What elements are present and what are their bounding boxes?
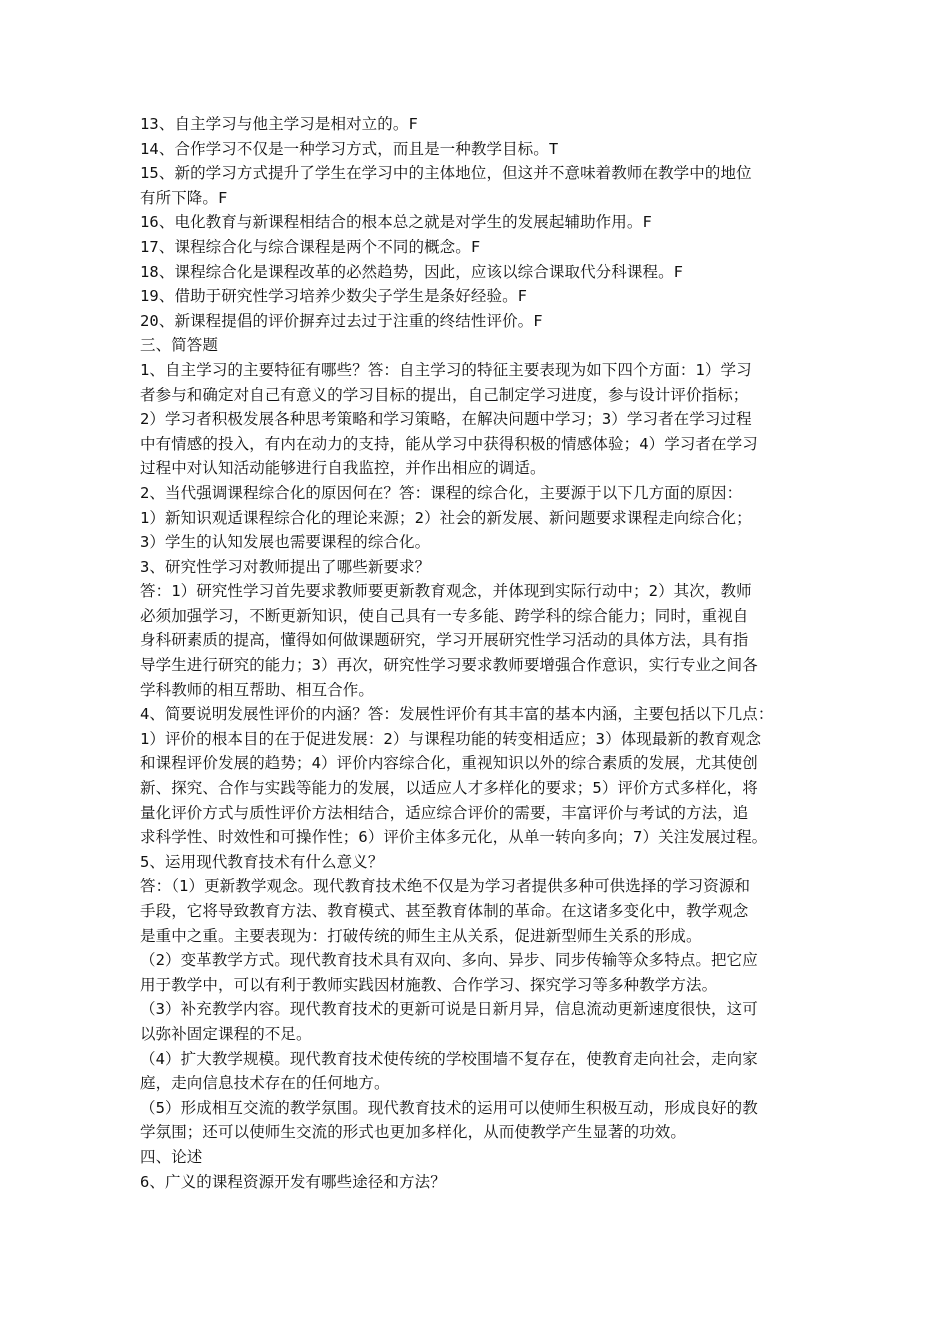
- text-line: 20、新课程提倡的评价摒弃过去过于注重的终结性评价。F: [140, 311, 543, 330]
- text-line: 18、课程综合化是课程改革的必然趋势，因此，应该以综合课取代分科课程。F: [140, 262, 684, 281]
- text-line: 中有情感的投入，有内在动力的支持，能从学习中获得积极的情感体验；4）学习者在学习: [140, 434, 758, 453]
- text-line: 新、探究、合作与实践等能力的发展，以适应人才多样化的要求；5）评价方式多样化，将: [140, 779, 758, 798]
- text-line: 以弥补固定课程的不足。: [140, 1024, 312, 1043]
- text-line: （3）补充教学内容。现代教育技术的更新可说是日新月异，信息流动更新速度很快，这可: [140, 1000, 758, 1019]
- text-line: 手段，它将导致教育方法、教育模式、甚至教育体制的革命。在这诸多变化中，教学观念: [140, 902, 749, 920]
- text-line: 1、自主学习的主要特征有哪些？答：自主学习的特征主要表现为如下四个方面：1）学习: [140, 360, 752, 379]
- document-body: [140, 112, 820, 1194]
- text-line: 14、合作学习不仅是一种学习方式，而且是一种教学目标。T: [140, 139, 559, 158]
- text-line: 有所下降。F: [140, 188, 228, 207]
- text-line: 1）新知识观适课程综合化的理论来源；2）社会的新发展、新问题要求课程走向综合化；: [140, 508, 752, 527]
- text-line: 用于教学中，可以有利于教师实践因材施教、合作学习、探究学习等多种教学方法。: [140, 975, 718, 994]
- text-line: 学氛围；还可以使师生交流的形式也更加多样化，从而使教学产生显著的功效。: [140, 1123, 687, 1142]
- text-line: 者参与和确定对自己有意义的学习目标的提出，自己制定学习进度，参与设计评价指标；: [140, 385, 749, 404]
- text-line: 必须加强学习，不断更新知识，使自己具有一专多能、跨学科的综合能力；同时，重视自: [140, 606, 749, 625]
- text-line: 和课程评价发展的趋势；4）评价内容综合化，重视知识以外的综合素质的发展，尤其使创: [140, 754, 758, 773]
- text-line: 15、新的学习方式提升了学生在学习中的主体地位，但这并不意味着教师在教学中的地位: [140, 164, 752, 183]
- text-line: 2、当代强调课程综合化的原因何在？答：课程的综合化，主要源于以下几方面的原因：: [140, 483, 743, 502]
- text-line: 学科教师的相互帮助、相互合作。: [140, 680, 375, 699]
- text-line: 答：（1）更新教学观念。现代教育技术绝不仅是为学习者提供多种可供选择的学习资源和: [140, 877, 751, 896]
- text-line: 4、简要说明发展性评价的内涵？答：发展性评价有其丰富的基本内涵，主要包括以下几点：: [140, 705, 774, 724]
- text-line: 3）学生的认知发展也需要课程的综合化。: [140, 533, 431, 552]
- text-line: 身科研素质的提高，懂得如何做课题研究，学习开展研究性学习活动的具体方法，具有指: [140, 631, 749, 650]
- text-line: 3、研究性学习对教师提出了哪些新要求？: [140, 557, 431, 576]
- text-line: 答：1）研究性学习首先要求教师要更新教育观念，并体现到实际行动中；2）其次，教师: [140, 582, 752, 601]
- text-line: 2）学习者积极发展各种思考策略和学习策略，在解决问题中学习；3）学习者在学习过程: [140, 410, 752, 429]
- text-line: 19、借助于研究性学习培养少数尖子学生是条好经验。F: [140, 287, 528, 306]
- text-line: 13、自主学习与他主学习是相对立的。F: [140, 115, 418, 133]
- section-heading: 三、简答题: [140, 336, 219, 355]
- text-line: （2）变革教学方式。现代教育技术具有双向、多向、异步、同步传输等众多特点。把它应: [140, 951, 758, 970]
- section-heading: 四、论述: [140, 1147, 203, 1166]
- text-line: 16、电化教育与新课程相结合的根本总之就是对学生的发展起辅助作用。F: [140, 213, 652, 232]
- text-line: 导学生进行研究的能力；3）再次，研究性学习要求教师要增强合作意识，实行专业之间各: [140, 656, 758, 675]
- text-line: （5）形成相互交流的教学氛围。现代教育技术的运用可以使师生积极互动，形成良好的教: [140, 1098, 758, 1117]
- text-line: 过程中对认知活动能够进行自我监控，并作出相应的调适。: [140, 459, 546, 478]
- text-line: 1）评价的根本目的在于促进发展：2）与课程功能的转变相适应；3）体现最新的教育观念: [140, 729, 762, 748]
- text-line: 庭，走向信息技术存在的任何地方。: [140, 1074, 390, 1093]
- text-line: 6、广义的课程资源开发有哪些途径和方法？: [140, 1172, 446, 1191]
- text-line: 5、运用现代教育技术有什么意义？: [140, 852, 384, 871]
- text-line: 求科学性、时效性和可操作性；6）评价主体多元化，从单一转向多向；7）关注发展过程。: [140, 828, 768, 847]
- text-line: 17、课程综合化与综合课程是两个不同的概念。F: [140, 237, 481, 256]
- text-line: （4）扩大教学规模。现代教育技术使传统的学校围墙不复存在，使教育走向社会，走向家: [140, 1049, 758, 1068]
- text-line: 量化评价方式与质性评价方法相结合，适应综合评价的需要，丰富评价与考试的方法，追: [140, 803, 749, 822]
- text-line: 是重中之重。主要表现为：打破传统的师生主从关系，促进新型师生关系的形成。: [140, 926, 702, 945]
